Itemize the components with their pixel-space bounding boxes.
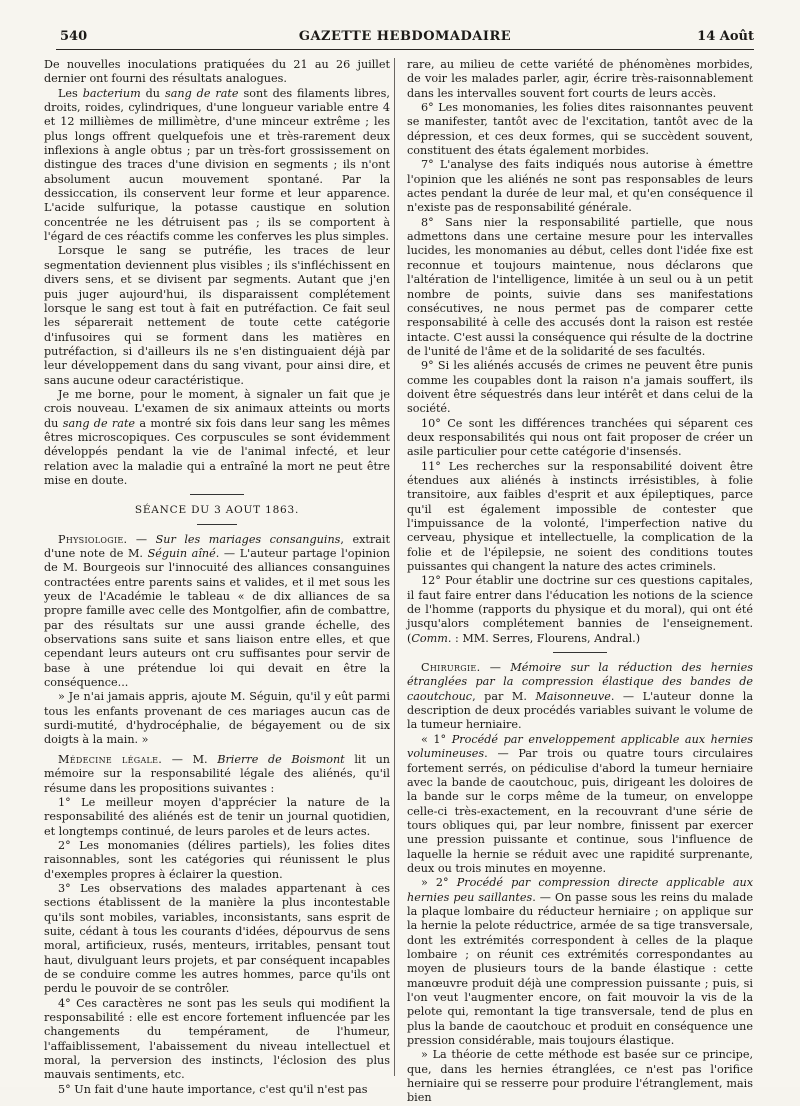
proposition-7: 7° L'analyse des faits indiqués nous autorise à émettre l'opinion que les aliénés ne sont pas responsables de leurs actes pendant la durée de leur mal, et qu'en conséquence il n'existe pas de responsabilité générale. (407, 158, 753, 215)
issue-date: 14 Août (697, 29, 754, 44)
surgery-entry: Chirurgie. — Mémoire sur la réduction des hernies étranglées par la compression élastique des bandes de caoutchouc, par M. Maisonneuve. — L'auteur donne la description de deux procédés variables suivant le volume de la tumeur herniaire. (407, 661, 753, 732)
proposition-3: 3° Les observations des malades appartenant à ces sections établissent de la manière la plus incontestable qu'ils sont mobiles, variables, inconsistants, sans esprit de suite, cédant à tous les courants d'idées, dépourvus de sens moral, artificieux, rusés, menteurs, irritables, pensant tout haut, divulguant leurs projets, et par conséquent incapables de se conduire comme les autres hommes, parce qu'ils ont perdu le pouvoir de se contrôler. (44, 881, 390, 996)
proposition-4: 4° Ces caractères ne sont pas les seuls qui modifient la responsabilité : elle est encore fortement influencée par les changements du tempérament, de l'humeur, l'affaiblissement, l'abaissement du niveau intellectuel et moral, la perversion des instincts, l'éclosion des plus mauvais sentiments, etc. (44, 996, 390, 1082)
left-column (44, 58, 391, 1096)
page-header (56, 27, 754, 50)
proposition-2: 2° Les monomanies (délires partiels), les folies dites raisonnables, sont les catégories qui réunissent le plus d'exemples propres à éclairer la question. (44, 838, 390, 881)
procedure-1: « 1° Procédé par enveloppement applicable aux hernies volumineuses. — Par trois ou quatre tours circulaires fortement serrés, on pédiculise d'abord la tumeur herniaire avec la bande de caoutchouc, puis, dirigeant les doloires de la bande sur le corps même de la tumeur, on enveloppe celle-ci très-exactement, en la recouvrant d'une série de tours obliques qui, par leur nombre, finissent par exercer une pression puissante et continue, sous l'influence de laquelle la hernie se réduit avec une rapidité surprenante, deux ou trois minutes en moyenne. (407, 732, 753, 875)
journal-title: GAZETTE HEBDOMADAIRE (298, 29, 512, 44)
theory-paragraph: » La théorie de cette méthode est basée sur ce principe, que, dans les hernies étranglées, ce n'est pas l'orifice herniaire qui se resserre pour produire l'étranglement, mais bien (407, 1048, 753, 1105)
proposition-10: 10° Ce sont les différences tranchées qui séparent ces deux responsabilités qui nous ont fait proposer de créer un asile particulier pour cette catégorie d'insensés. (407, 416, 753, 459)
legal-medicine-entry: Médecine légale. — M. Brierre de Boismont lit un mémoire sur la responsabilité légale des aliénés, qu'il résume dans les propositions suivantes : (44, 752, 391, 795)
physiology-entry: Physiologie. — Sur les mariages consanguins, extrait d'une note de M. Séguin aîné. — L'auteur partage l'opinion de M. Bourgeois sur l'innocuité des alliances consanguines contractées entre parents sains et valides, et il met sous les yeux de l'Académie le tableau « de dix alliances de sa propre famille avec celle des Montgolfier, afin de combattre, par des résultats sur une aussi grande échelle, des observations sans suite et sans liaison entre elles, et que cependant leurs auteurs ont cru suffisantes pour servir de base à une prétendue loi qui devait en être la conséquence... (44, 532, 391, 690)
procedure-2: » 2° Procédé par compression directe applicable aux hernies peu saillantes. — On passe sous les reins du malade la plaque lombaire du réducteur herniaire ; on applique sur la hernie la pelote réductrice, armée de sa tige transversale, dont les extrémités correspondent à celles de la plaque lombaire ; on réunit ces extrémités correspondantes au moyen de plusieurs tours de la bande élastique : cette manœuvre produit déjà une compression puissante ; puis, si l'on veut l'augmenter encore, on fait mouvoir la vis de la pelote qui, remontant la tige transversale, tend de plus en plus la bande de caoutchouc et produit en conséquence une pression considérable, mais toujours élastique. (407, 876, 754, 1048)
proposition-5-start: 5° Un fait d'une haute importance, c'est qu'il n'est pas (58, 1082, 368, 1096)
section-separator-right (553, 652, 607, 653)
section-separator (190, 494, 244, 495)
proposition-8: 8° Sans nier la responsabilité partielle, que nous admettons dans une certaine mesure pour les intervalles lucides, les monomanies au début, celles dont l'idée fixe est reconnue et toujours maintenue, nous déclarons que l'altération de l'intelligence, limitée à un seul ou à un petit nombre de points, suivie dans ses manifestations consécutives, ne nous permet pas de comparer cette responsabilité à celle des accusés dont la raison est restée intacte. C'est aussi la conséquence qui résulte de la doctrine de l'unité de l'âme et de la solidarité de ses facultés. (407, 215, 753, 358)
section-separator-short (197, 524, 237, 525)
physiology-quote: » Je n'ai jamais appris, ajoute M. Séguin, qu'il y eût parmi tous les enfants provenant de ces mariages aucun cas de surdi-mutité, d'hydrocéphalie, de bégayement ou de six doigts à la main. » (44, 690, 390, 747)
column-divider (394, 58, 395, 1076)
paragraph-observation: Je me borne, pour le moment, à signaler un fait que je crois nouveau. L'examen de six animaux atteints ou morts du sang de rate a montré six fois dans leur sang les mêmes êtres microscopiques. Ces corpuscules se sont évidemment développés pendant la vie de l'animal infecté, et leur relation avec la maladie qui a entraîné la mort ne peut être mise en doute. (44, 387, 390, 487)
proposition-11: 11° Les recherches sur la responsabilité doivent être étendues aux aliénés à instincts irrésistibles, à folie transitoire, aux faibles d'esprit et aux épileptiques, parce qu'il est également impossible de contester que l'impuissance de la volonté, l'imperfection native du cerveau, physique et intellectuelle, la complication de la folie et de l'épilepsie, ne soient des conditions toutes puissantes qui changent la nature des actes criminels. (407, 459, 753, 574)
proposition-6: 6° Les monomanies, les folies dites raisonnantes peuvent se manifester, tantôt avec de l'excitation, tantôt avec de la dépression, et ces deux formes, qui se succèdent souvent, constituent des états également morbides. (407, 101, 753, 158)
proposition-9: 9° Si les aliénés accusés de crimes ne peuvent être punis comme les coupables dont la raison n'a jamais souffert, ils doivent être séquestrés dans leur intérêt et dans celui de la société. (407, 359, 753, 416)
proposition-12: 12° Pour établir une doctrine sur ces questions capitales, il faut faire entrer dans l'éducation les notions de la science de l'homme (rapports du physique et du moral), qui ont été jusqu'alors complétement bannies de l'enseignement. (Comm. : MM. Serres, Flourens, Andral.) (407, 574, 753, 645)
right-column (407, 58, 754, 1105)
paragraph-bacterium: Les bacterium du sang de rate sont des filaments libres, droits, roides, cylindriques, d'une longueur variable entre 4 et 12 millièmes de millimètre, d'une minceur extrême ; les plus longs offrent quelquefois une et très-rarement deux inflexions à angle obtus ; par un très-fort grossissement on distingue des traces d'une division en segments ; ils n'ont absolument aucun mouvement spontané. Par la dessiccation, ils conservent leur forme et leur apparence. L'acide sulfurique, la potasse caustique en solution concentrée ne les détruisent pas ; ils se comportent à l'égard de ces réactifs comme les conferves les plus simples. (44, 86, 390, 244)
proposition-5-continued: rare, au milieu de cette variété de phénomènes morbides, de voir les malades parler, agir, écrire très-raisonnablement dans les intervalles souvent fort courts de leurs accès. (407, 58, 753, 100)
page-number: 540 (60, 29, 88, 44)
seance-heading: SÉANCE DU 3 AOUT 1863. (134, 504, 300, 517)
paragraph-putrefaction: Lorsque le sang se putréfie, les traces de leur segmentation deviennent plus visibles ; ils s'infléchissent en divers sens, et se divisent par segments. Autant que j'en puis juger aujourd'hui, ils disparaissent complétement lorsque le sang est tout à fait en putréfaction. Ce fait seul les séparerait nettement de toute cette catégorie d'infusoires qui se forment dans les matières en putréfaction, si d'ailleurs ils ne s'en distinguaient déjà par leur développement dans du sang vivant, pour ainsi dire, et sans aucune odeur caractéristique. (44, 244, 390, 387)
proposition-1: 1° Le meilleur moyen d'apprécier la nature de la responsabilité des aliénés est de tenir un journal quotidien, et longtemps continué, de leurs paroles et de leurs actes. (44, 795, 390, 838)
paragraph-inoculations: De nouvelles inoculations pratiquées du 21 au 26 juillet dernier ont fourni des résultats analogues. (44, 58, 390, 86)
